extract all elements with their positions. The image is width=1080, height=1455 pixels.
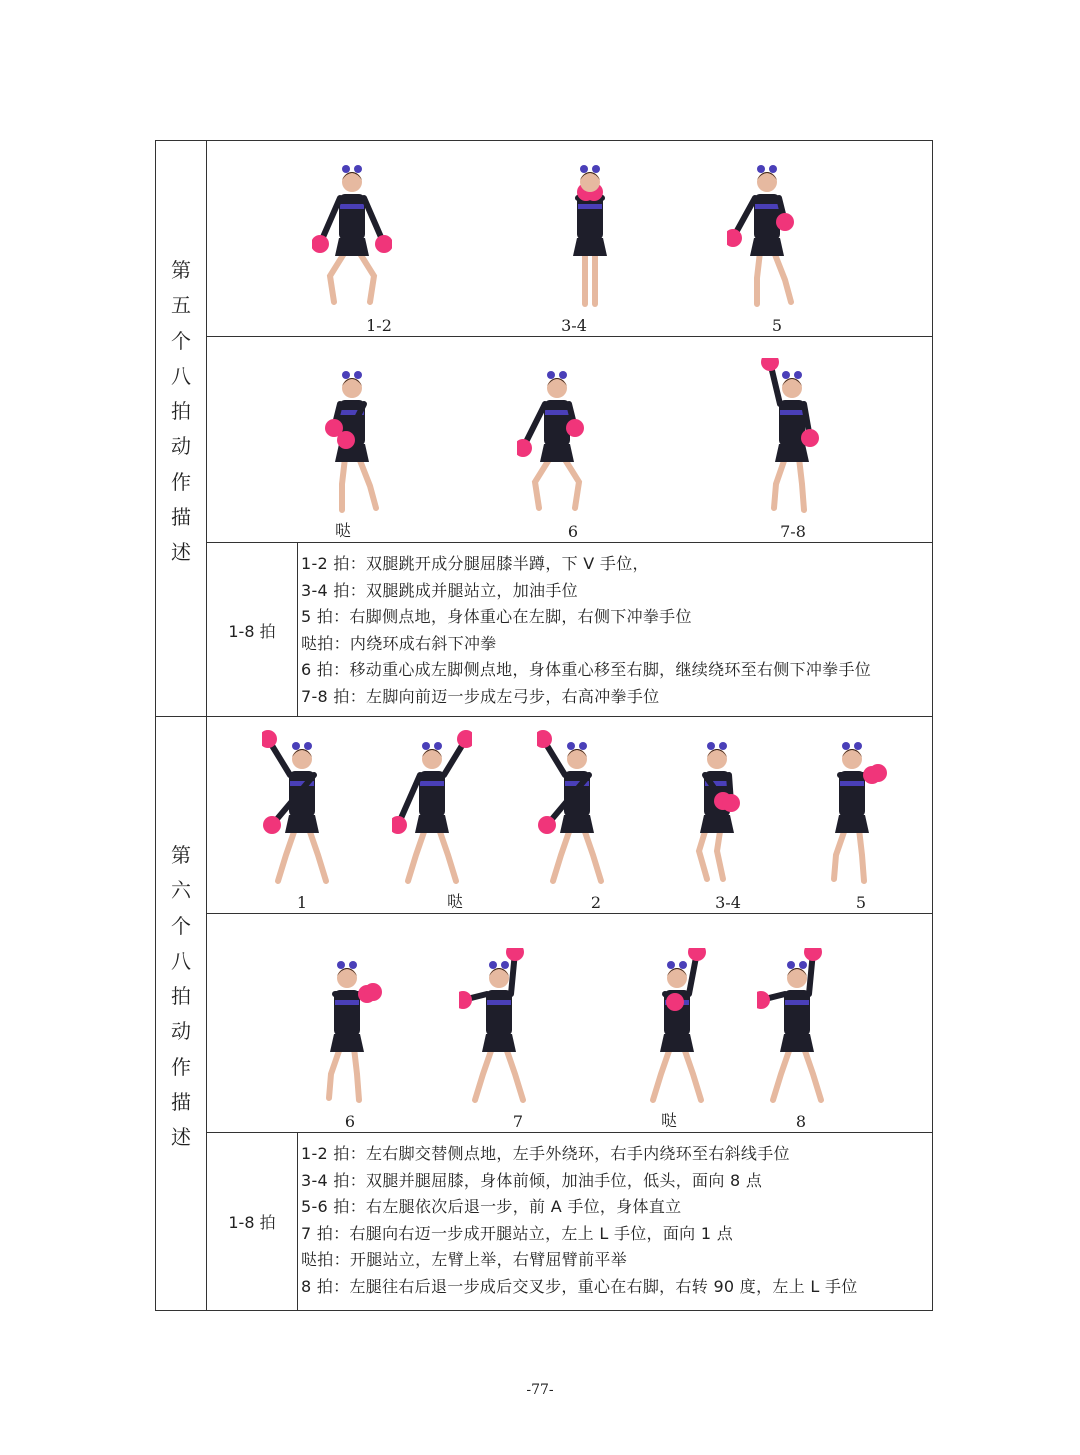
dancer-head bbox=[707, 749, 727, 769]
dancer-skirt bbox=[700, 815, 734, 833]
dancer-torso bbox=[419, 771, 445, 817]
pompom-icon bbox=[776, 213, 794, 231]
dancer-leg bbox=[475, 1048, 492, 1100]
dancer-accent-stripe bbox=[420, 781, 444, 786]
pompom-icon bbox=[375, 235, 392, 253]
dancer-figure bbox=[637, 948, 717, 1112]
description-line: 8 拍：左腿往右后退一步成后交叉步，重心在右脚，右转 90 度，左上 L 手位 bbox=[301, 1276, 858, 1296]
dancer-accent-stripe bbox=[545, 410, 569, 415]
dancer-head bbox=[782, 378, 802, 398]
hair-bow-icon bbox=[354, 371, 362, 379]
photo-caption: 6 bbox=[344, 1112, 356, 1131]
description-line: 7 拍：右腿向右迈一步成开腿站立，左上 L 手位，面向 1 点 bbox=[301, 1223, 734, 1243]
title-char: 动 bbox=[171, 1019, 191, 1044]
dancer-leg bbox=[359, 458, 376, 508]
dancer-leg bbox=[278, 829, 295, 881]
hair-bow-icon bbox=[559, 371, 567, 379]
hair-bow-icon bbox=[794, 371, 802, 379]
section-6-title-cell bbox=[156, 717, 207, 1310]
photo-caption: 5 bbox=[855, 893, 867, 912]
dancer-figure bbox=[262, 729, 342, 893]
dancer-leg bbox=[439, 829, 456, 881]
hair-bow-icon bbox=[349, 961, 357, 969]
hair-bow-icon bbox=[342, 371, 350, 379]
hair-bow-icon bbox=[354, 165, 362, 173]
dancer-torso bbox=[754, 194, 780, 240]
dancer-leg bbox=[330, 252, 345, 302]
dancer-figure bbox=[727, 152, 807, 316]
description-line: 1-2 拍：左右脚交替侧点地，左手外绕环，右手内绕环至右斜线手位 bbox=[301, 1144, 790, 1163]
title-char: 八 bbox=[171, 363, 191, 388]
dancer-skirt bbox=[560, 815, 594, 833]
dancer-figure bbox=[677, 729, 757, 893]
dancer-accent-stripe bbox=[755, 204, 779, 209]
title-char: 拍 bbox=[171, 399, 191, 424]
hair-bow-icon bbox=[707, 742, 715, 750]
dancer-leg bbox=[408, 829, 425, 881]
dancer-illustration bbox=[517, 358, 597, 518]
dancer-illustration bbox=[312, 358, 392, 518]
dancer-torso bbox=[577, 194, 603, 240]
section-5-title-cell bbox=[156, 141, 207, 716]
title-char: 个 bbox=[171, 913, 191, 938]
dancer-illustration bbox=[727, 152, 807, 312]
section-5-photo-row-2 bbox=[207, 336, 932, 543]
photo-caption: 1-2 bbox=[366, 316, 392, 335]
title-char: 第 bbox=[171, 258, 191, 282]
title-char: 五 bbox=[171, 293, 191, 318]
dancer-figure bbox=[307, 948, 387, 1112]
title-char: 描 bbox=[171, 505, 191, 530]
hair-bow-icon bbox=[787, 961, 795, 969]
title-char: 描 bbox=[171, 1090, 191, 1115]
pompom-icon bbox=[459, 991, 472, 1009]
dancer-leg bbox=[834, 829, 845, 879]
dancer-figure bbox=[812, 729, 892, 893]
hair-bow-icon bbox=[489, 961, 497, 969]
dancer-leg bbox=[359, 252, 374, 302]
dancer-head bbox=[342, 172, 362, 192]
dancer-torso bbox=[486, 990, 512, 1036]
dancer-leg bbox=[859, 829, 864, 881]
dancer-leg bbox=[804, 1048, 821, 1100]
dancer-figure bbox=[752, 358, 832, 522]
pompom-icon bbox=[517, 439, 532, 457]
dancer-illustration bbox=[550, 152, 630, 312]
hair-bow-icon bbox=[667, 961, 675, 969]
dancer-illustration bbox=[312, 152, 392, 312]
photo-caption: 2 bbox=[590, 893, 602, 912]
hair-bow-icon bbox=[842, 742, 850, 750]
title-char: 拍 bbox=[171, 984, 191, 1009]
title-char: 述 bbox=[171, 1125, 191, 1150]
photo-caption: 6 bbox=[567, 522, 579, 541]
dancer-leg bbox=[329, 1048, 340, 1098]
photo-caption: 3-4 bbox=[561, 316, 587, 335]
dancer-leg bbox=[774, 252, 791, 302]
dancer-leg bbox=[342, 458, 345, 510]
dancer-accent-stripe bbox=[340, 204, 364, 209]
pompom-icon bbox=[801, 429, 819, 447]
dancer-accent-stripe bbox=[487, 1000, 511, 1005]
title-char: 第 bbox=[171, 843, 191, 867]
dancer-figure bbox=[312, 358, 392, 522]
dancer-skirt bbox=[330, 1034, 364, 1052]
description-line: 哒拍：开腿站立，左臂上举，右臂屈臂前平举 bbox=[301, 1250, 628, 1269]
dancer-accent-stripe bbox=[840, 781, 864, 786]
page-number: -77- bbox=[526, 1382, 554, 1398]
photo-caption: 5 bbox=[771, 316, 783, 335]
dancer-head bbox=[667, 968, 687, 988]
dancer-accent-stripe bbox=[335, 1000, 359, 1005]
description-line: 哒拍：内绕环成右斜下冲拳 bbox=[301, 633, 497, 653]
dancer-leg bbox=[564, 458, 579, 508]
section-5-table bbox=[155, 140, 933, 717]
dancer-figure bbox=[537, 729, 617, 893]
photo-caption: 哒 bbox=[660, 1111, 678, 1130]
description-text bbox=[301, 1141, 926, 1300]
photo-caption: 1 bbox=[296, 893, 308, 912]
section-5-title bbox=[156, 253, 206, 571]
dancer-figure bbox=[550, 152, 630, 316]
hair-bow-icon bbox=[422, 742, 430, 750]
dancer-leg bbox=[653, 1048, 670, 1100]
pompom-icon bbox=[263, 816, 281, 834]
dancer-illustration bbox=[262, 729, 342, 889]
dancer-leg bbox=[506, 1048, 523, 1100]
pompom-icon bbox=[666, 993, 684, 1011]
dancer-skirt bbox=[835, 815, 869, 833]
description-text bbox=[301, 551, 926, 710]
dancer-skirt bbox=[750, 238, 784, 256]
hair-bow-icon bbox=[757, 165, 765, 173]
dancer-figure bbox=[459, 948, 539, 1112]
title-char: 作 bbox=[171, 469, 191, 494]
dancer-skirt bbox=[482, 1034, 516, 1052]
dancer-skirt bbox=[285, 815, 319, 833]
dancer-leg bbox=[717, 825, 723, 879]
dancer-leg bbox=[773, 1048, 790, 1100]
photo-caption: 哒 bbox=[446, 892, 464, 911]
hair-bow-icon bbox=[304, 742, 312, 750]
pompom-icon bbox=[722, 794, 740, 812]
pompom-icon bbox=[869, 764, 887, 782]
hair-bow-icon bbox=[719, 742, 727, 750]
dancer-illustration bbox=[757, 948, 837, 1108]
description-line: 1-2 拍：双腿跳开成分腿屈膝半蹲，下 V 手位， bbox=[301, 554, 649, 573]
dancer-torso bbox=[339, 194, 365, 240]
section-6-description-row bbox=[207, 1133, 932, 1310]
dancer-head bbox=[547, 378, 567, 398]
pompom-icon bbox=[688, 948, 706, 961]
title-char: 作 bbox=[171, 1054, 191, 1079]
title-char: 八 bbox=[171, 948, 191, 973]
pompom-icon bbox=[566, 419, 584, 437]
hair-bow-icon bbox=[501, 961, 509, 969]
pompom-icon bbox=[538, 816, 556, 834]
dancer-head bbox=[292, 749, 312, 769]
dancer-skirt bbox=[540, 444, 574, 462]
hair-bow-icon bbox=[337, 961, 345, 969]
dancer-accent-stripe bbox=[578, 204, 602, 209]
dancer-head bbox=[342, 378, 362, 398]
dancer-illustration bbox=[637, 948, 717, 1108]
dancer-figure bbox=[757, 948, 837, 1112]
description-line: 5-6 拍：右左腿依次后退一步，前 A 手位，身体直立 bbox=[301, 1197, 682, 1216]
hair-bow-icon bbox=[782, 371, 790, 379]
hair-bow-icon bbox=[769, 165, 777, 173]
pompom-icon bbox=[392, 816, 407, 834]
description-line: 5 拍：右脚侧点地，身体重心在左脚，右侧下冲拳手位 bbox=[301, 607, 692, 626]
photo-caption: 3-4 bbox=[715, 893, 741, 912]
dancer-accent-stripe bbox=[785, 1000, 809, 1005]
description-line: 6 拍：移动重心成左脚侧点地，身体重心移至右脚，继续绕环至右侧下冲拳手位 bbox=[301, 660, 872, 679]
photo-caption: 8 bbox=[795, 1112, 807, 1131]
hair-bow-icon bbox=[434, 742, 442, 750]
dancer-head bbox=[842, 749, 862, 769]
title-char: 六 bbox=[171, 878, 191, 903]
section-5-description-row bbox=[207, 543, 932, 717]
dancer-skirt bbox=[780, 1034, 814, 1052]
photo-caption: 哒 bbox=[334, 521, 352, 540]
dancer-leg bbox=[553, 829, 570, 881]
hair-bow-icon bbox=[580, 165, 588, 173]
dancer-illustration bbox=[392, 729, 472, 889]
hair-bow-icon bbox=[854, 742, 862, 750]
hair-bow-icon bbox=[579, 742, 587, 750]
dancer-head bbox=[757, 172, 777, 192]
section-6-title bbox=[156, 838, 206, 1156]
dancer-skirt bbox=[660, 1034, 694, 1052]
beat-label: 1-8 拍 bbox=[207, 1133, 298, 1310]
title-char: 动 bbox=[171, 434, 191, 459]
section-6-photo-row-2 bbox=[207, 913, 932, 1133]
hair-bow-icon bbox=[342, 165, 350, 173]
dancer-leg bbox=[354, 1048, 359, 1100]
dancer-figure bbox=[517, 358, 597, 522]
description-line: 3-4 拍：双腿并腿屈膝，身体前倾，加油手位，低头，面向 8 点 bbox=[301, 1170, 763, 1190]
dancer-leg bbox=[309, 829, 326, 881]
pompom-icon bbox=[761, 358, 779, 371]
pompom-icon bbox=[506, 948, 524, 961]
section-6-photo-row-1 bbox=[207, 717, 932, 914]
pompom-icon bbox=[364, 983, 382, 1001]
hair-bow-icon bbox=[292, 742, 300, 750]
dancer-head bbox=[567, 749, 587, 769]
pompom-icon bbox=[804, 948, 822, 961]
dancer-illustration bbox=[307, 948, 387, 1108]
dancer-head bbox=[337, 968, 357, 988]
dancer-illustration bbox=[677, 729, 757, 889]
title-char: 述 bbox=[171, 540, 191, 565]
hair-bow-icon bbox=[567, 742, 575, 750]
hair-bow-icon bbox=[799, 961, 807, 969]
photo-caption: 7-8 bbox=[780, 522, 806, 541]
dancer-head bbox=[787, 968, 807, 988]
dancer-skirt bbox=[775, 444, 809, 462]
dancer-figure bbox=[392, 729, 472, 893]
photo-caption: 7 bbox=[512, 1112, 524, 1131]
description-line: 7-8 拍：左脚向前迈一步成左弓步，右高冲拳手位 bbox=[301, 686, 660, 706]
dancer-torso bbox=[544, 400, 570, 446]
dancer-head bbox=[489, 968, 509, 988]
dancer-torso bbox=[784, 990, 810, 1036]
dancer-leg bbox=[699, 825, 707, 879]
section-5-photo-row-1 bbox=[207, 141, 932, 337]
dancer-head bbox=[580, 172, 600, 192]
pompom-icon bbox=[757, 991, 770, 1009]
dancer-illustration bbox=[459, 948, 539, 1108]
dancer-leg bbox=[684, 1048, 701, 1100]
dancer-skirt bbox=[415, 815, 449, 833]
description-line: 3-4 拍：双腿跳成并腿站立，加油手位 bbox=[301, 580, 578, 600]
beat-label: 1-8 拍 bbox=[207, 543, 298, 717]
dancer-leg bbox=[774, 458, 785, 508]
dancer-head bbox=[422, 749, 442, 769]
pompom-icon bbox=[312, 235, 329, 253]
dancer-figure bbox=[312, 152, 392, 316]
dancer-illustration bbox=[752, 358, 832, 518]
hair-bow-icon bbox=[592, 165, 600, 173]
title-char: 个 bbox=[171, 328, 191, 353]
section-6-table bbox=[155, 716, 933, 1311]
dancer-skirt bbox=[335, 238, 369, 256]
dancer-leg bbox=[757, 252, 760, 304]
dancer-skirt bbox=[573, 238, 607, 256]
dancer-illustration bbox=[812, 729, 892, 889]
pompom-icon bbox=[337, 431, 355, 449]
dancer-accent-stripe bbox=[780, 410, 804, 415]
dancer-leg bbox=[535, 458, 550, 508]
dancer-leg bbox=[799, 458, 804, 510]
dancer-illustration bbox=[537, 729, 617, 889]
hair-bow-icon bbox=[547, 371, 555, 379]
dancer-leg bbox=[584, 829, 601, 881]
hair-bow-icon bbox=[679, 961, 687, 969]
